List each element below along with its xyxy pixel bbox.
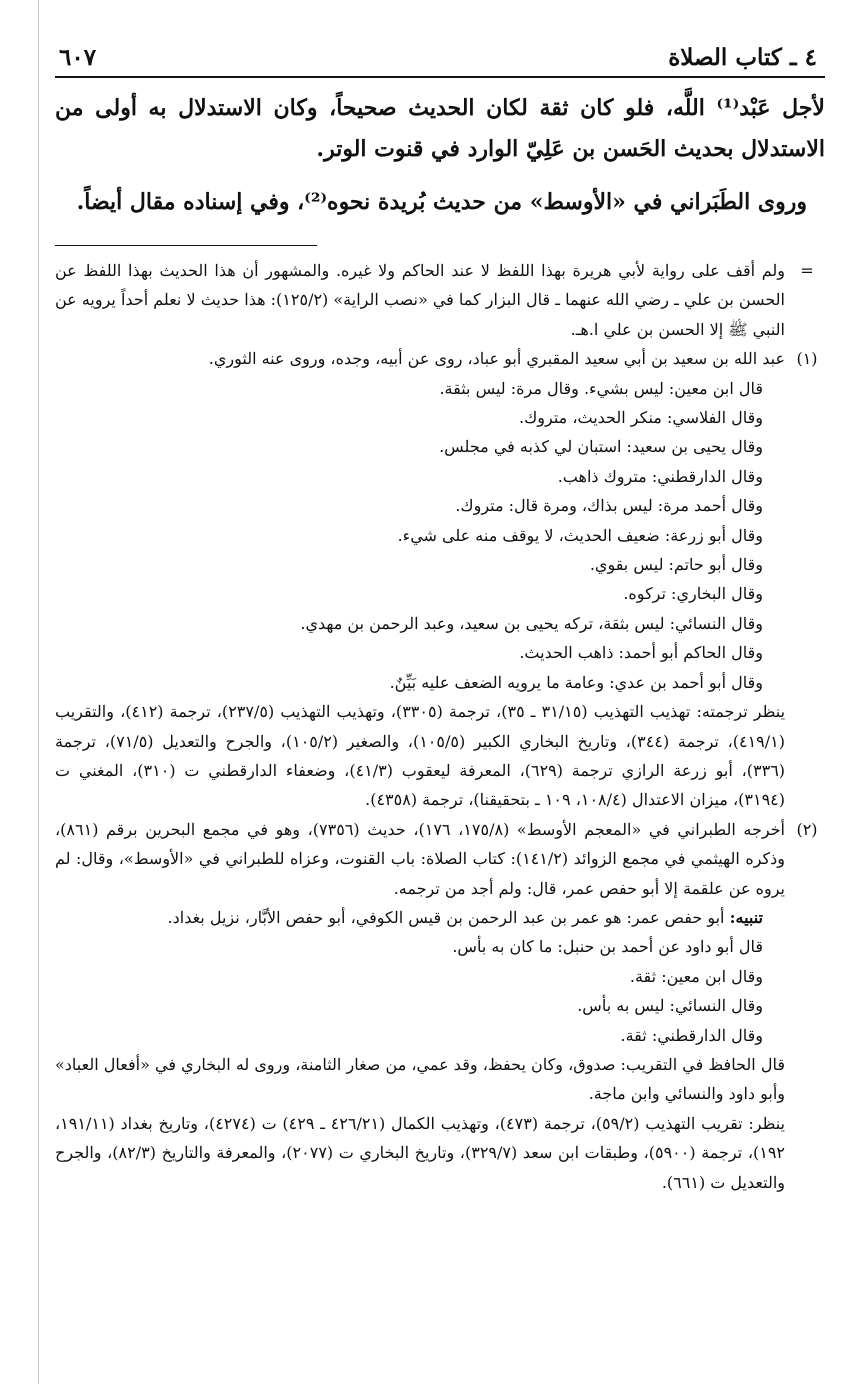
footnote-line: وقال الفلاسي: منكر الحديث، متروك. <box>519 408 763 428</box>
main-paragraph-1: لأجل عَبْد⁽¹⁾ اللَّه، فلو كان ثقة لكان الحديث صحيحاً، وكان الاستدلال به أولى من الاستدلال بحديث الحَسن بن عَلِيّ الوارد في قنوت الوتر. <box>55 95 825 162</box>
footnote-line: وقال الدارقطني: ثقة. <box>620 1025 763 1045</box>
footnote-references: ينظر: تقريب التهذيب (٥٩/٢)، ترجمة (٤٧٣)، وتهذيب الكمال (٤٢٦/٢١ ـ ٤٢٩) ت (٤٢٧٤)، وتاريخ بغداد (١٩١/١١، ١٩٢)، ترجمة (٥٩٠٠)، وطبقات ابن سعد (٣٢٩/٧)، وتاريخ البخاري ت (٢٠٧٧)، والمعرفة والتاريخ (٨٢/٣)، والجرح والتعديل ت (٦٦١). <box>55 1113 786 1192</box>
footnote-line: وقال أبو أحمد بن عدي: وعامة ما يرويه الضعف عليه بَيِّنٌ. <box>389 672 763 692</box>
footnote-mark: (٢) <box>796 819 818 839</box>
footnote-line: قال أبو داود عن أحمد بن حنبل: ما كان به بأس. <box>452 937 763 957</box>
footnote-1 <box>55 344 825 815</box>
page-number: ٦٠٧ <box>59 44 97 71</box>
main-paragraph-2: وروى الطَبَراني في «الأوسط» من حديث بُريدة نحوه⁽²⁾، وفي إسناده مقال أيضاً. <box>76 189 807 215</box>
page-gutter <box>0 0 39 1384</box>
footnote-line: وقال يحيى بن سعيد: استبان لي كذبه في مجلس. <box>439 437 763 457</box>
footnote-line: وقال النسائي: ليس بثقة، تركه يحيى بن سعيد، وعبد الرحمن بن مهدي. <box>300 613 763 633</box>
running-head: ٤ ـ كتاب الصلاة <box>668 44 817 71</box>
header-rule <box>55 76 825 78</box>
footnotes <box>55 256 825 1197</box>
footnote-line: قال ابن معين: ليس بشيء. وقال مرة: ليس بثقة. <box>439 378 763 398</box>
footnote-text: ولم أقف على رواية لأبي هريرة بهذا اللفظ لا عند الحاكم ولا غيره. والمشهور أن هذا الحديث بهذا اللفظ عن الحسن بن علي ـ رضي الله عنهما ـ قال البزار كما في «نصب الراية» (١٢٥/٢): هذا حديث لا نعلم أحداً يرويه عن النبي ﷺ إلا الحسن بن علي ا.هـ. <box>55 261 786 339</box>
footnote-mark: (١) <box>796 349 818 369</box>
footnote-2 <box>55 815 825 1197</box>
footnote-line: وقال النسائي: ليس به بأس. <box>577 996 763 1016</box>
footnote-line: وقال الحاكم أبو أحمد: ذاهب الحديث. <box>519 643 763 663</box>
footnote-separator <box>55 245 317 246</box>
footnote-line: وقال أبو زرعة: ضعيف الحديث، لا يوقف منه على شيء. <box>397 525 763 545</box>
footnote-line: وقال البخاري: تركوه. <box>623 584 763 604</box>
footnote-line: وقال ابن معين: ثقة. <box>629 966 763 986</box>
book-page <box>55 0 825 1384</box>
footnote-continuation <box>55 256 825 344</box>
main-text <box>55 88 825 223</box>
tanbih-text: أبو حفص عمر: هو عمر بن عبد الرحمن بن قيس الكوفي، أبو حفص الأبَّار، نزيل بغداد. <box>167 907 725 927</box>
page-header <box>55 40 825 74</box>
footnote-references: ينظر ترجمته: تهذيب التهذيب (٣١/١٥ ـ ٣٥)، ترجمة (٣٣٠٥)، وتهذيب التهذيب (٢٣٧/٥)، ترجمة (٤١٢)، والتقريب (٤١٩/١)، ترجمة (٣٤٤)، وتاريخ البخاري الكبير (١٠٥/٥)، والصغير (١٠٥/٢)، والجرح والتعديل (٧١/٥)، ترجمة (٣٣٦)، أبو زرعة الرازي ترجمة (٦٢٩)، المعرفة ليعقوب (٤١/٣)، وضعفاء الدارقطني ت (٣١٠)، المغني ت (٣١٩٤)، ميزان الاعتدال (١٠٨/٤، ١٠٩ ـ بتحقيقنا)، ترجمة (٤٣٥٨). <box>55 702 786 810</box>
tanbih-label: تنبيه: <box>729 907 763 927</box>
footnote-line: وقال أبو حاتم: ليس بقوي. <box>589 555 763 575</box>
tanbih-note <box>55 903 785 932</box>
footnote-intro: أخرجه الطبراني في «المعجم الأوسط» (١٧٥/٨، ١٧٦)، حديث (٧٣٥٦)، وهو في مجمع البحرين برقم (٨٦١)، وذكره الهيثمي في مجمع الزوائد (١٤١/٢): كتاب الصلاة: باب القنوت، وعزاه للطبراني في «الأوسط»، وقال: لم يروه عن علقمة إلا أبو حفص عمر، قال: ولم أجد من ترجمه. <box>55 819 786 898</box>
footnote-line: وقال الدارقطني: متروك ذاهب. <box>557 466 763 486</box>
footnote-hafiz: قال الحافظ في التقريب: صدوق، وكان يحفظ، وقد عمي، من صغار الثامنة، وروى له البخاري في «أفعال العباد» وأبو داود والنسائي وابن ماجة. <box>55 1054 785 1104</box>
footnote-intro: عبد الله بن سعيد بن أبي سعيد المقبري أبو عباد، روى عن أبيه، وجده، وروى عنه الثوري. <box>208 349 785 369</box>
footnote-mark: = <box>800 261 814 280</box>
footnote-line: وقال أحمد مرة: ليس بذاك، ومرة قال: متروك. <box>455 496 763 516</box>
